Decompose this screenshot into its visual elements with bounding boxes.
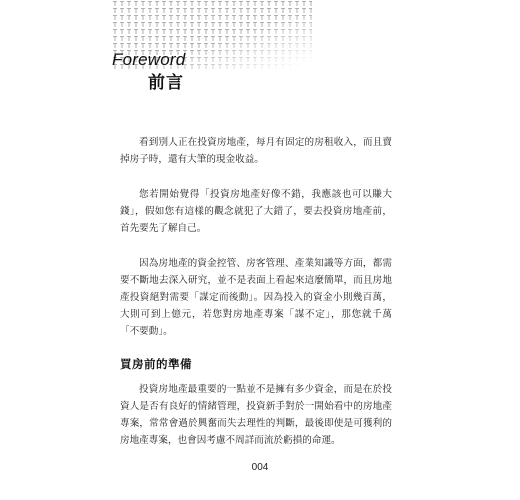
body-text: [120, 134, 392, 467]
paragraph: 看到別人正在投資房地產，每月有固定的房租收入，而且賣掉房子時，還有大筆的現金收益。: [120, 137, 392, 165]
paragraph: 您若開始覺得「投資房地產好像不錯，我應該也可以賺大錢」，假如您有這樣的觀念就犯了大錯了，要去投資房地產前，首先要先了解自己。: [120, 189, 392, 234]
paragraph: 因為房地產的資金控管、房客管理、產業知識等方面，都需要不斷地去深入研究，並不是表面上看起來這麼簡單，而且房地產投資絕對需要「謀定而後動」。因為投入的資金小則幾百萬，大則可到上億元，若您對房地產專案「謀不定」，那您就千萬「不要動」。: [120, 258, 392, 337]
title-english: Foreword: [112, 50, 186, 69]
title-chinese: 前言: [148, 73, 184, 93]
page-number: 004: [251, 462, 269, 473]
section-heading: 買房前的準備: [120, 357, 192, 371]
paragraph: 投資房地產最重要的一點並不是擁有多少資金，而是在於投資人是否有良好的情緒管理，投資新手對於一開始看中的房地產專案，常常會過於興奮而失去理性的判斷，最後即使是可獲利的房地產專案，也會因考慮不周詳而流於虧損的命運。: [120, 384, 392, 446]
